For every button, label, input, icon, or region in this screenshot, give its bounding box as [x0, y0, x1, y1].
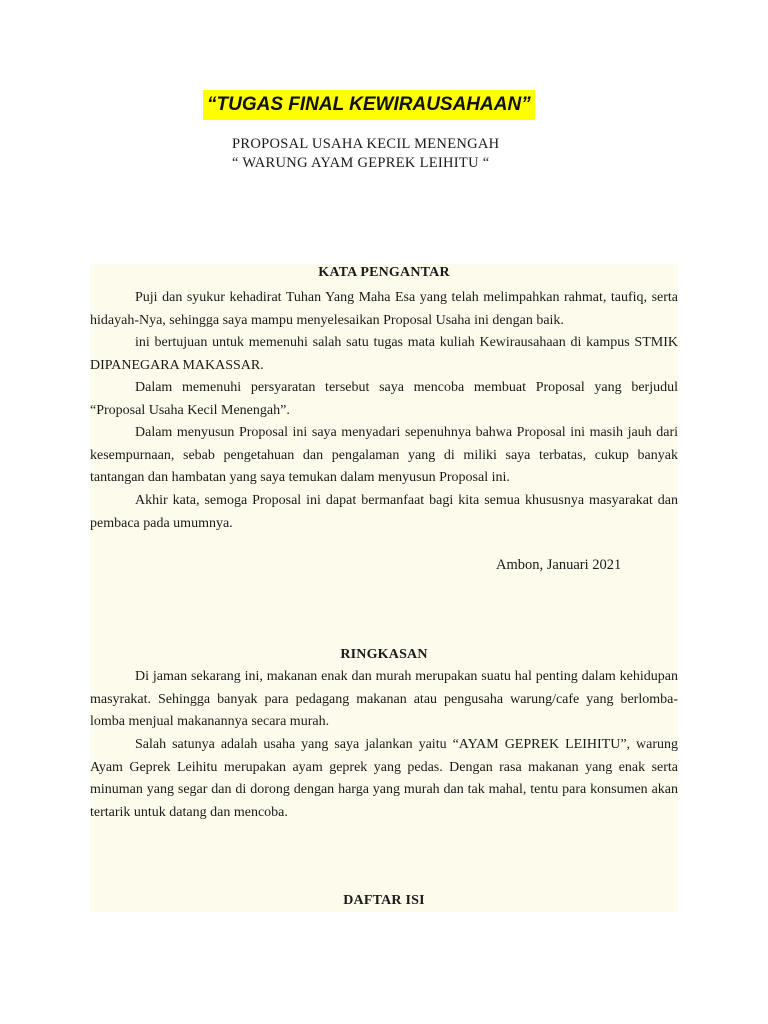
- ringkasan-paragraph-1: Di jaman sekarang ini, makanan enak dan murah merupakan suatu hal penting dalam kehidupan masyrakat. Sehingga banyak para pedagang makanan atau pengusaha warung/cafe yang berlomba-lomba menjual makanannya secara murah.: [90, 669, 678, 729]
- signature-place-date: Ambon, Januari 2021: [496, 557, 622, 573]
- daftar-isi-heading: DAFTAR ISI: [343, 893, 425, 908]
- kata-pengantar-paragraph-2: ini bertujuan untuk memenuhi salah satu tugas mata kuliah Kewirausahaan di kampus STMIK DIPANEGARA MAKASSAR.: [90, 335, 678, 373]
- proposal-subtitle: PROPOSAL USAHA KECIL MENENGAH: [232, 136, 500, 152]
- kata-pengantar-paragraph-1: Puji dan syukur kehadirat Tuhan Yang Maha Esa yang telah melimpahkan rahmat, taufiq, serta hidayah-Nya, sehingga saya mampu menyelesaikan Proposal Usaha ini dengan baik.: [90, 290, 678, 328]
- ringkasan-heading: RINGKASAN: [340, 647, 428, 662]
- kata-pengantar-paragraph-3: Dalam memenuhi persyaratan tersebut saya mencoba membuat Proposal yang berjudul “Proposal Usaha Kecil Menengah”.: [90, 380, 678, 418]
- kata-pengantar-paragraph-4: Dalam menyusun Proposal ini saya menyadari sepenuhnya bahwa Proposal ini masih jauh dari kesempurnaan, sebab pengetahuan dan pengalaman yang di miliki saya terbatas, cukup banyak tantangan dan hambatan yang saya temukan dalam menyusun Proposal ini.: [90, 425, 678, 485]
- kata-pengantar-paragraph-5: Akhir kata, semoga Proposal ini dapat bermanfaat bagi kita semua khususnya masyarakat dan pembaca pada umumnya.: [90, 493, 678, 531]
- document-title: “TUGAS FINAL KEWIRAUSAHAAN”: [203, 90, 535, 120]
- business-name-subtitle: “ WARUNG AYAM GEPREK LEIHITU “: [232, 155, 490, 171]
- ringkasan-paragraph-2: Salah satunya adalah usaha yang saya jalankan yaitu “AYAM GEPREK LEIHITU”, warung Ayam Geprek Leihitu merupakan ayam geprek yang pedas. Dengan rasa makanan yang enak serta minuman yang segar dan di dorong dengan harga yang murah dan tak mahal, tentu para konsumen akan tertarik untuk datang dan mencoba.: [90, 737, 678, 820]
- document-body: [90, 264, 678, 912]
- kata-pengantar-heading: KATA PENGANTAR: [318, 265, 450, 280]
